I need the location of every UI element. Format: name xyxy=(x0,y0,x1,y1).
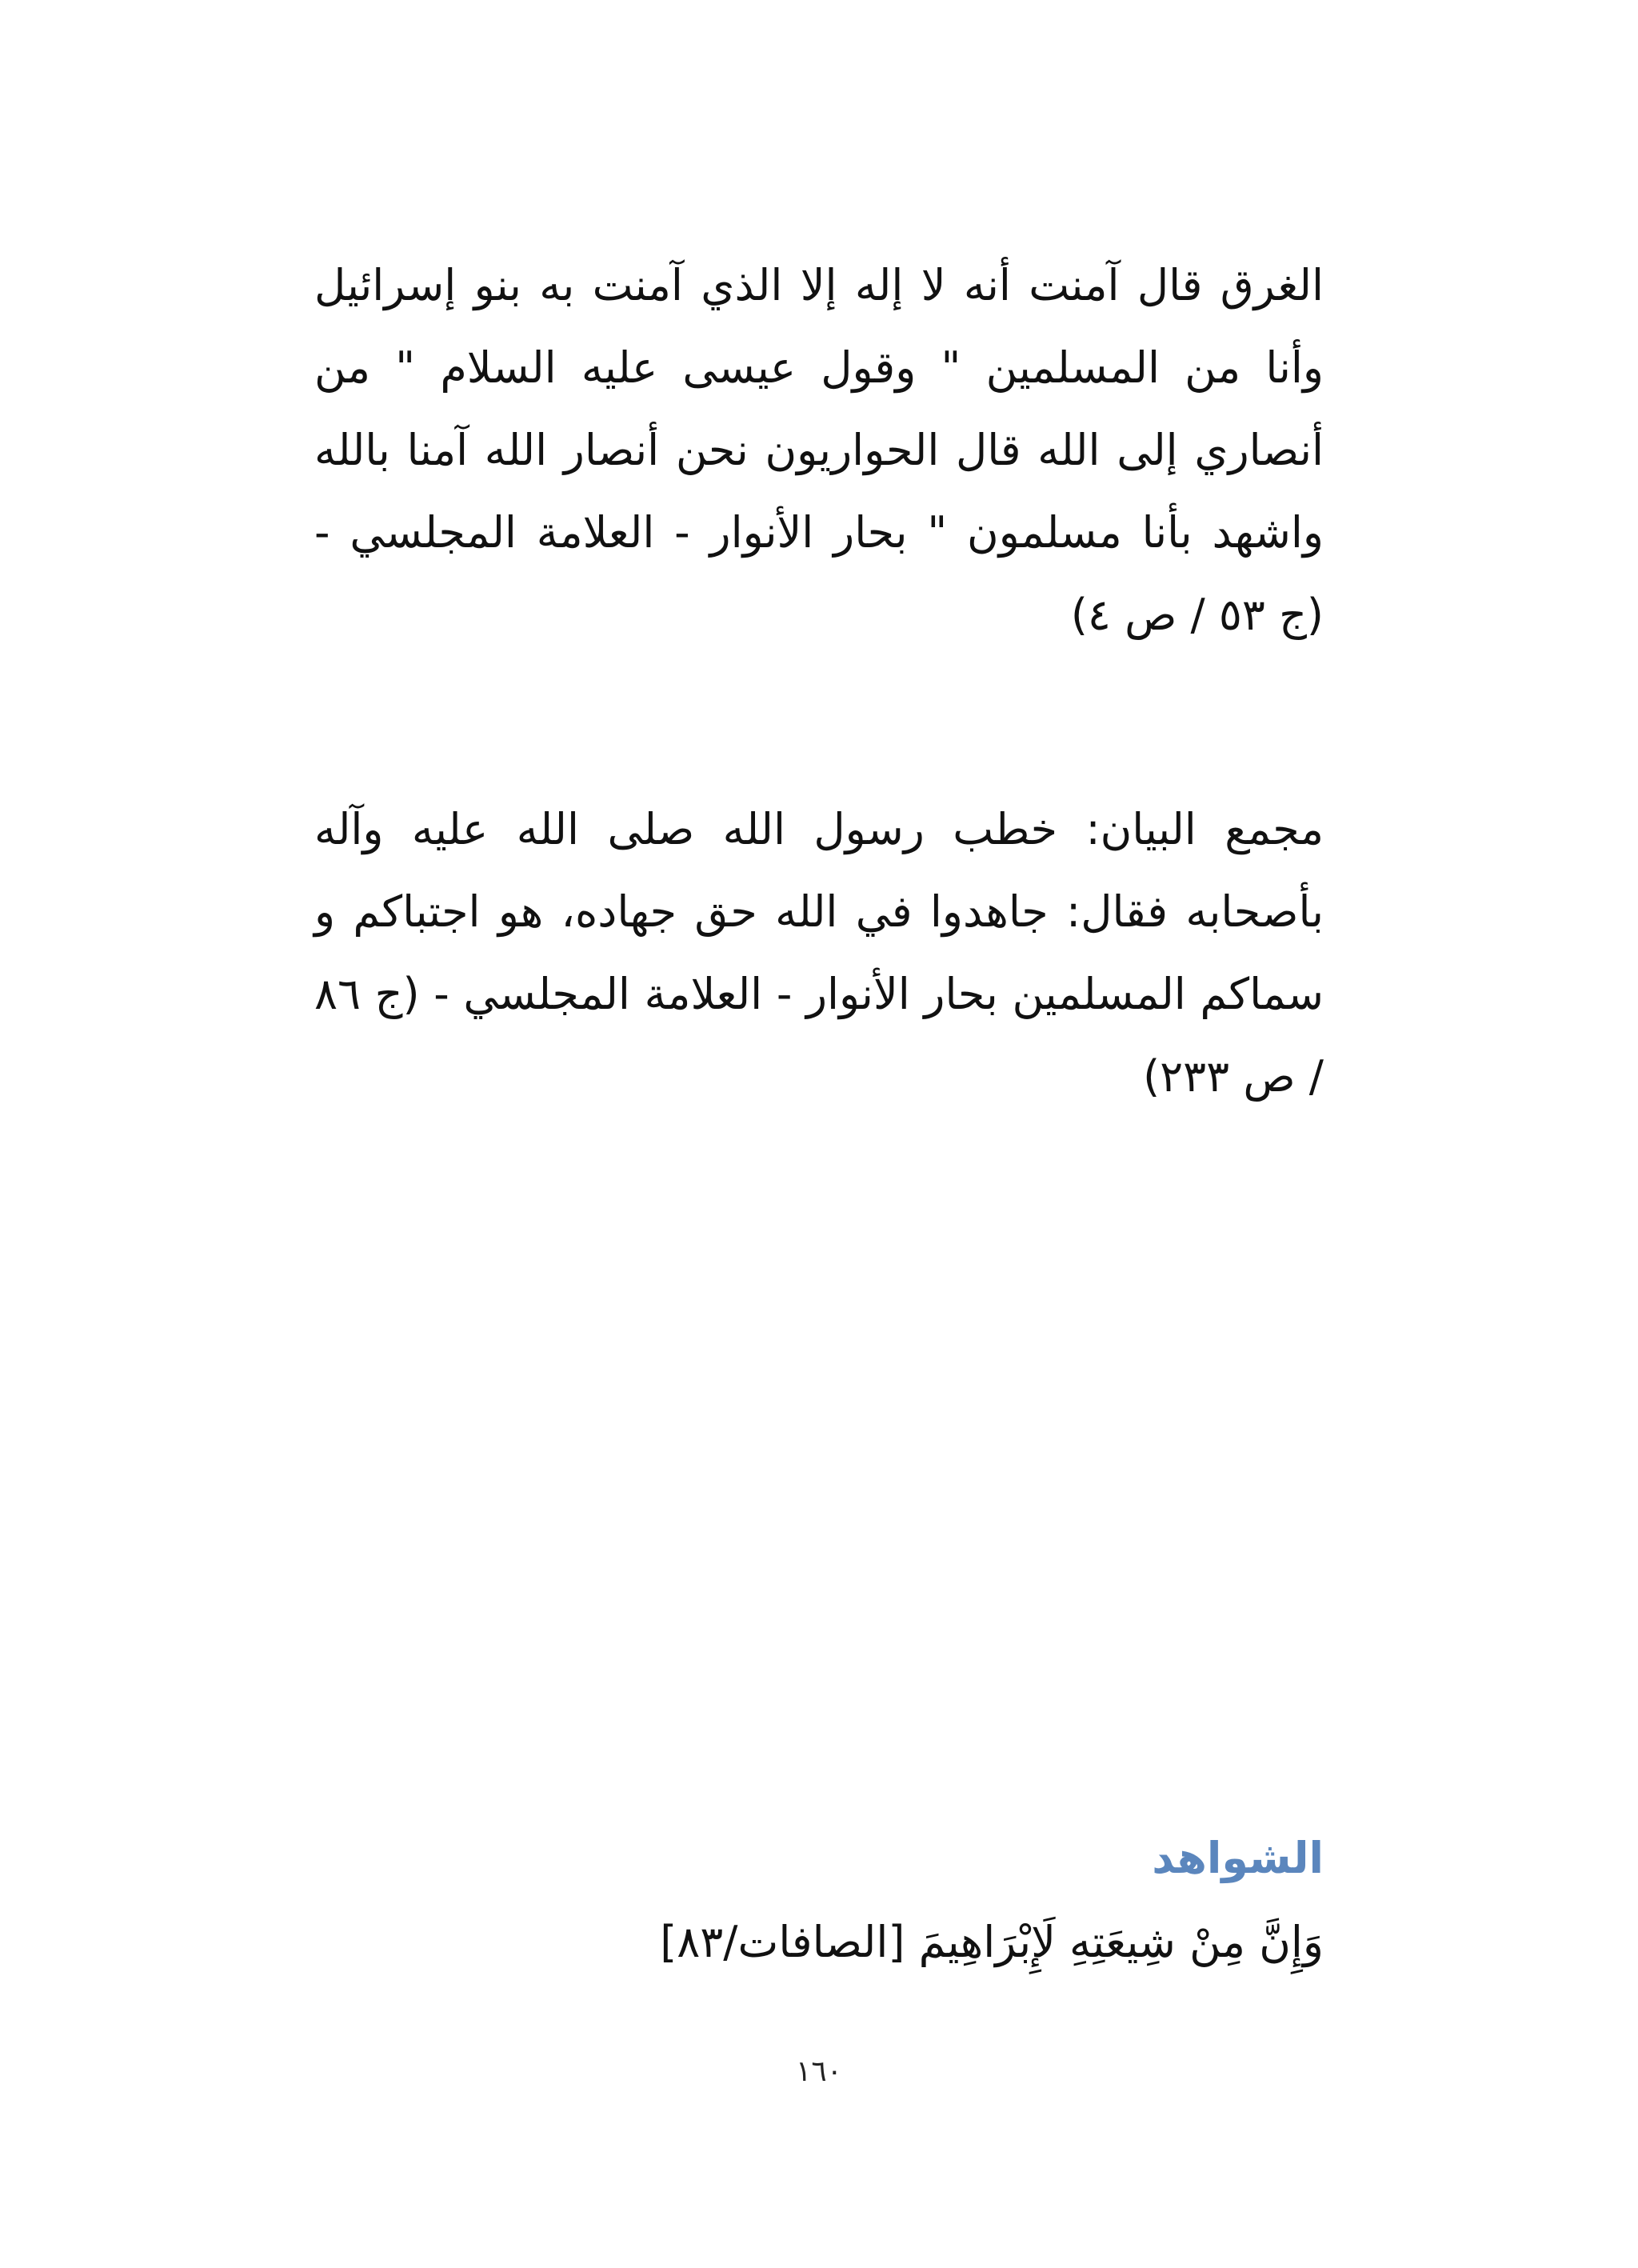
quran-verse: وَإِنَّ مِنْ شِيعَتِهِ لَإِبْرَاهِيمَ [الصافات/٨٣] xyxy=(660,1917,1324,1967)
shawahid-heading: الشواهد xyxy=(1152,1833,1324,1883)
text-line: أنصاري إلى الله قال الحواريون نحن أنصار الله آمنا بالله xyxy=(314,425,1324,475)
text-line: مجمع البيان: خطب رسول الله صلى الله عليه وآله xyxy=(314,804,1324,854)
text-line: وأنا من المسلمين " وقول عيسى عليه السلام " من xyxy=(314,342,1324,393)
text-line: سماكم المسلمين بحار الأنوار - العلامة المجلسي - (ج ٨٦ xyxy=(314,969,1324,1019)
text-line: الغرق قال آمنت أنه لا إله إلا الذي آمنت به بنو إسرائيل xyxy=(314,260,1324,310)
citation-line: (ج ٥٣ / ص ٤) xyxy=(1070,590,1324,640)
citation-line: / ص ٢٣٣) xyxy=(1143,1051,1324,1102)
page-number: ١٦٠ xyxy=(795,2055,842,2088)
narration-paragraph-2 xyxy=(314,788,1324,1118)
text-line: واشهد بأنا مسلمون " بحار الأنوار - العلامة المجلسي - xyxy=(314,507,1324,558)
text-line: بأصحابه فقال: جاهدوا في الله حق جهاده، هو اجتباكم و xyxy=(314,886,1324,937)
narration-paragraph-1 xyxy=(314,244,1324,656)
